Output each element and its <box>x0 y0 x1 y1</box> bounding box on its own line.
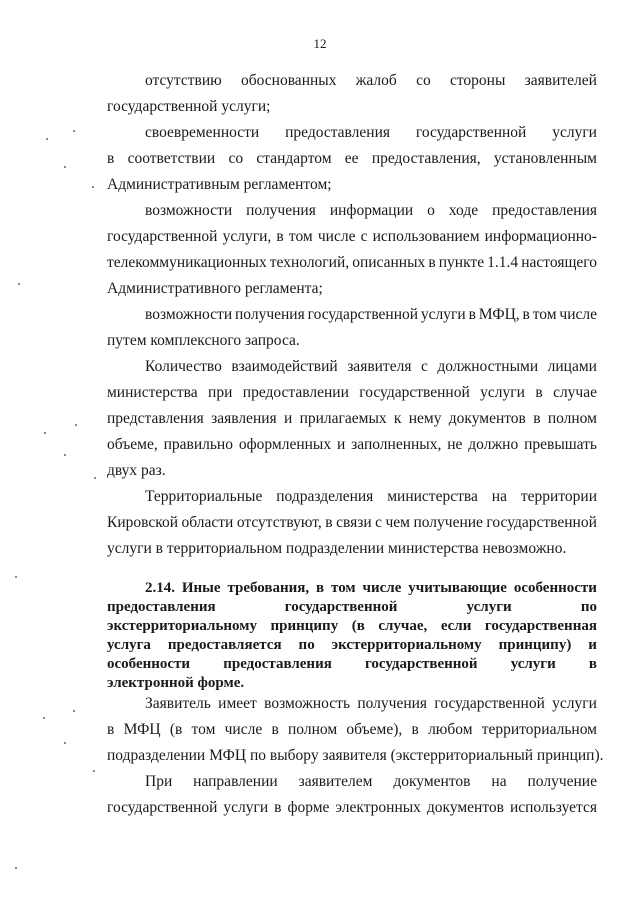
scan-speck <box>64 454 66 456</box>
text-line: в соответствии со стандартом ее предоставления, установленным <box>107 150 597 167</box>
body-text-top <box>107 68 597 562</box>
text-line: объеме, правильно оформленных и заполненных, не должно превышать <box>107 436 597 453</box>
scan-speck <box>18 283 20 285</box>
scan-speck <box>43 717 45 719</box>
text-line: отсутствию обоснованных жалоб со стороны заявителей <box>145 72 597 89</box>
text-line: двух раз. <box>107 462 166 479</box>
heading-line: услуга предоставляется по экстерриториальному принципу) и <box>107 637 597 653</box>
text-line: Кировской области отсутствуют, в связи с чем получение государственной <box>107 514 597 531</box>
text-line: возможности получения государственной услуги в МФЦ, в том числе <box>145 306 597 323</box>
text-line: путем комплексного запроса. <box>107 332 300 349</box>
scan-speck <box>75 424 77 426</box>
text-line: телекоммуникационных технологий, описанных в пункте 1.1.4 настоящего <box>107 254 597 271</box>
scan-speck <box>15 576 17 578</box>
scan-speck <box>15 867 17 869</box>
heading-line: предоставления государственной услуги по <box>107 599 597 615</box>
text-line: Территориальные подразделения министерства на территории <box>145 488 597 505</box>
scan-speck <box>73 710 75 712</box>
text-line: возможности получения информации о ходе предоставления <box>145 202 597 219</box>
heading-line: экстерриториальному принципу (в случае, если государственная <box>107 618 597 634</box>
text-line: При направлении заявителем документов на получение <box>145 773 597 790</box>
text-line: государственной услуги, в том числе с использованием информационно- <box>107 228 597 245</box>
heading-line: электронной форме. <box>107 675 245 691</box>
scan-speck <box>92 186 94 188</box>
scan-speck <box>94 477 96 479</box>
text-line: подразделении МФЦ по выбору заявителя (экстерриториальный принцип). <box>107 747 604 764</box>
text-line: Заявитель имеет возможность получения государственной услуги <box>145 695 597 712</box>
text-line: государственной услуги в форме электронных документов используется <box>107 799 597 816</box>
scan-speck <box>73 130 75 132</box>
page-number: 12 <box>313 36 327 51</box>
heading-line: особенности предоставления государственной услуги в <box>107 656 597 672</box>
section-heading <box>107 579 597 693</box>
text-line: в МФЦ (в том числе в полном объеме), в любом территориальном <box>107 721 597 738</box>
scan-speck <box>44 432 46 434</box>
heading-line: 2.14. Иные требования, в том числе учитывающие особенности <box>145 580 597 596</box>
scan-speck <box>93 770 95 772</box>
text-line: Административного регламента; <box>107 280 323 297</box>
text-line: Административным регламентом; <box>107 176 332 193</box>
text-line: Количество взаимодействий заявителя с должностными лицами <box>145 358 597 375</box>
text-line: услуги в территориальном подразделении министерства невозможно. <box>107 540 567 557</box>
text-line: представления заявления и прилагаемых к нему документов в полном <box>107 410 597 427</box>
scan-speck <box>64 742 66 744</box>
body-text-bottom <box>107 691 604 821</box>
scan-speck <box>64 166 66 168</box>
scan-speck <box>46 138 48 140</box>
text-line: министерства при предоставлении государственной услуги в случае <box>107 384 597 401</box>
text-line: своевременности предоставления государственной услуги <box>145 124 597 141</box>
text-line: государственной услуги; <box>107 98 271 115</box>
